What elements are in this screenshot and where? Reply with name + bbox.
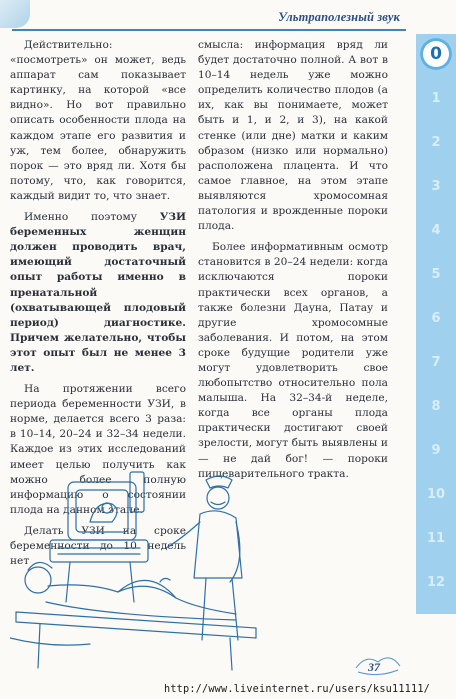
chapter-tab-4[interactable]: 4 (431, 222, 441, 238)
corner-ornament (0, 0, 30, 28)
chapter-tab-8[interactable]: 8 (431, 398, 441, 414)
text-segment: На протяжении всего периода беременности УЗИ, в норме, делается всего 3 раза: в 10–14, 20–24 и 32–34 недели. Каждое из этих исследований имеет целью получить как можно более полную информацию о состоянии плода на данном этапе. (10, 383, 186, 516)
chapter-tab-7[interactable]: 7 (431, 354, 441, 370)
ultrasound-exam-illustration (10, 462, 288, 674)
paragraph (10, 38, 186, 204)
chapter-tab-1[interactable]: 1 (431, 90, 441, 106)
text-segment: Делать УЗИ на сроке беременности до 10 недель нет (10, 524, 186, 568)
chapter-tab-12[interactable]: 12 (426, 574, 446, 590)
paragraph (198, 38, 388, 234)
chapter-tab-10[interactable]: 10 (426, 486, 446, 502)
text-segment: смысла: информация вряд ли будет достаточно полной. А вот в 10–14 недель уже можно определить количество плодов (а их, как вы понимаете, может быть и 1, и 2, и 3), на какой стенке (или дне) матки и каким образом (низко или нормально) расположена плацента. И что самое главное, на этом этапе выявляются хромосомная патология и врожденные пороки плода. (198, 39, 388, 233)
text-segment: Более информативным осмотр становится в 20–24 недели: когда исключаются пороки практически всех органов, а также болезни Дауна, Патау и другие хромосомные заболевания. И потом, на этом сроке будущие родители уже могут удовлетворить свое любопытство относительно пола малыша. На 32–34-й неделе, когда все органы плода практически достигают своей зрелости, могут быть выявлены и — не дай бог! — пороки пищеварительного тракта. (198, 241, 388, 480)
header-rule (12, 29, 406, 31)
chapter-tab-11[interactable]: 11 (426, 530, 446, 546)
chapter-tabs (416, 34, 456, 614)
paragraph (10, 210, 186, 376)
chapter-tab-3[interactable]: 3 (431, 178, 441, 194)
chapter-tab-0[interactable]: 0 (420, 38, 452, 70)
running-header-title: Ультраполезный звук (278, 10, 400, 24)
right-text-column (198, 38, 388, 488)
chapter-tab-5[interactable]: 5 (431, 266, 441, 282)
exam-couch-icon (10, 612, 256, 670)
page-number: 37 (368, 660, 380, 674)
text-segment: Именно поэтому (24, 211, 160, 224)
chapter-tab-9[interactable]: 9 (431, 442, 441, 458)
source-watermark: http://www.liveinternet.ru/users/ksu11111/ (164, 684, 431, 695)
doctor-figure-icon (166, 476, 242, 640)
paragraph (198, 240, 388, 482)
chapter-tab-2[interactable]: 2 (431, 134, 441, 150)
chapter-tab-6[interactable]: 6 (431, 310, 441, 326)
bold-text-segment: УЗИ беременных женщин должен проводить врач, имеющий достаточный опыт работы именно в пренатальной (охватывающей плодовый период) диагностике. Причем желательно, чтобы этот опыт был не менее 3 лет. (10, 211, 186, 374)
text-segment: Действительно: «посмотреть» он может, ведь аппарат сам показывает картинку, на которой «все видно». Но вот правильно описать особенности плода на каждом этапе его развития и уж, тем более, обнаружить порок — это вряд ли. Хотя бы потому, что, как говорится, каждый видит то, что знает. (10, 39, 186, 202)
